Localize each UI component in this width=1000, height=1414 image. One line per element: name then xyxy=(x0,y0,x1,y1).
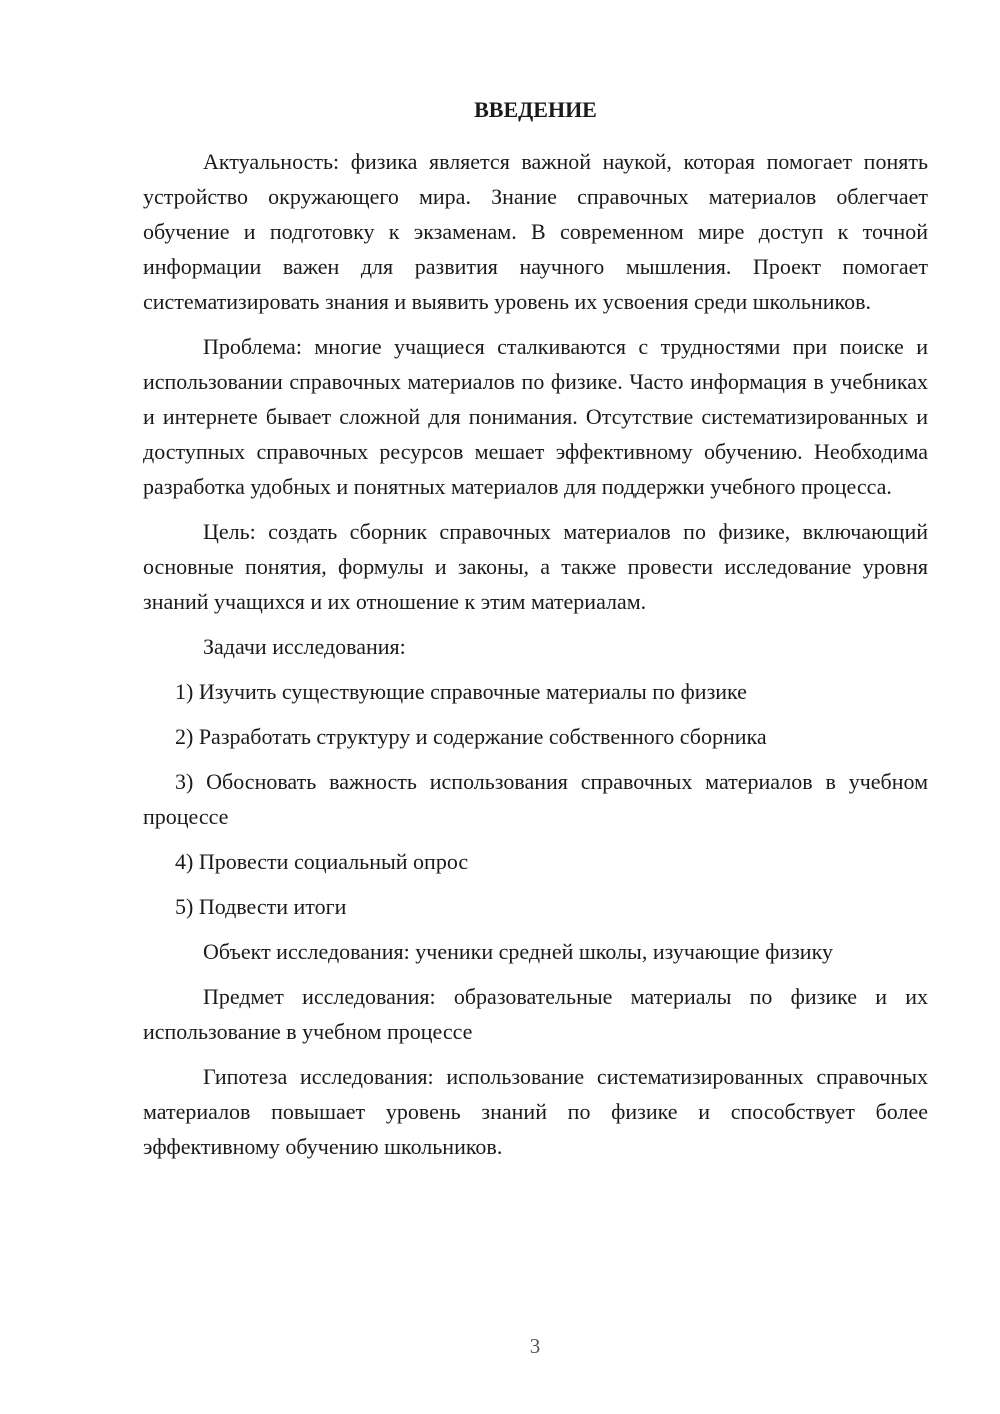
section-heading: ВВЕДЕНИЕ xyxy=(474,97,597,122)
task-item-5: 5) Подвести итоги xyxy=(175,894,347,919)
tasks-title: Задачи исследования: xyxy=(203,634,406,659)
paragraph-object: Объект исследования: ученики средней школы, изучающие физику xyxy=(203,939,833,964)
paragraph-subject: Предмет исследования: образовательные материалы по физике и их использование в учебном процессе xyxy=(143,984,928,1044)
paragraph-goal: Цель: создать сборник справочных материалов по физике, включающий основные понятия, формулы и законы, а также провести исследование уровня знаний учащихся и их отношение к этим материалам. xyxy=(143,519,928,614)
page-content xyxy=(143,94,928,1174)
paragraph-relevance: Актуальность: физика является важной наукой, которая помогает понять устройство окружающего мира. Знание справочных материалов облегчает обучение и подготовку к экзаменам. В современном мире доступ к точной информации важен для развития научного мышления. Проект помогает систематизировать знания и выявить уровень их усвоения среди школьников. xyxy=(143,149,928,314)
page-number: 3 xyxy=(529,1334,541,1358)
task-item-2: 2) Разработать структуру и содержание собственного сборника xyxy=(175,724,767,749)
task-item-1: 1) Изучить существующие справочные материалы по физике xyxy=(175,679,747,704)
paragraph-problem: Проблема: многие учащиеся сталкиваются с трудностями при поиске и использовании справочных материалов по физике. Часто информация в учебниках и интернете бывает сложной для понимания. Отсутствие систематизированных и доступных справочных ресурсов мешает эффективному обучению. Необходима разработка удобных и понятных материалов для поддержки учебного процесса. xyxy=(143,334,928,499)
task-item-4: 4) Провести социальный опрос xyxy=(175,849,469,874)
task-item-3: 3) Обосновать важность использования справочных материалов в учебном процессе xyxy=(143,769,928,829)
paragraph-hypothesis: Гипотеза исследования: использование систематизированных справочных материалов повышает уровень знаний по физике и способствует более эффективному обучению школьников. xyxy=(143,1064,928,1159)
